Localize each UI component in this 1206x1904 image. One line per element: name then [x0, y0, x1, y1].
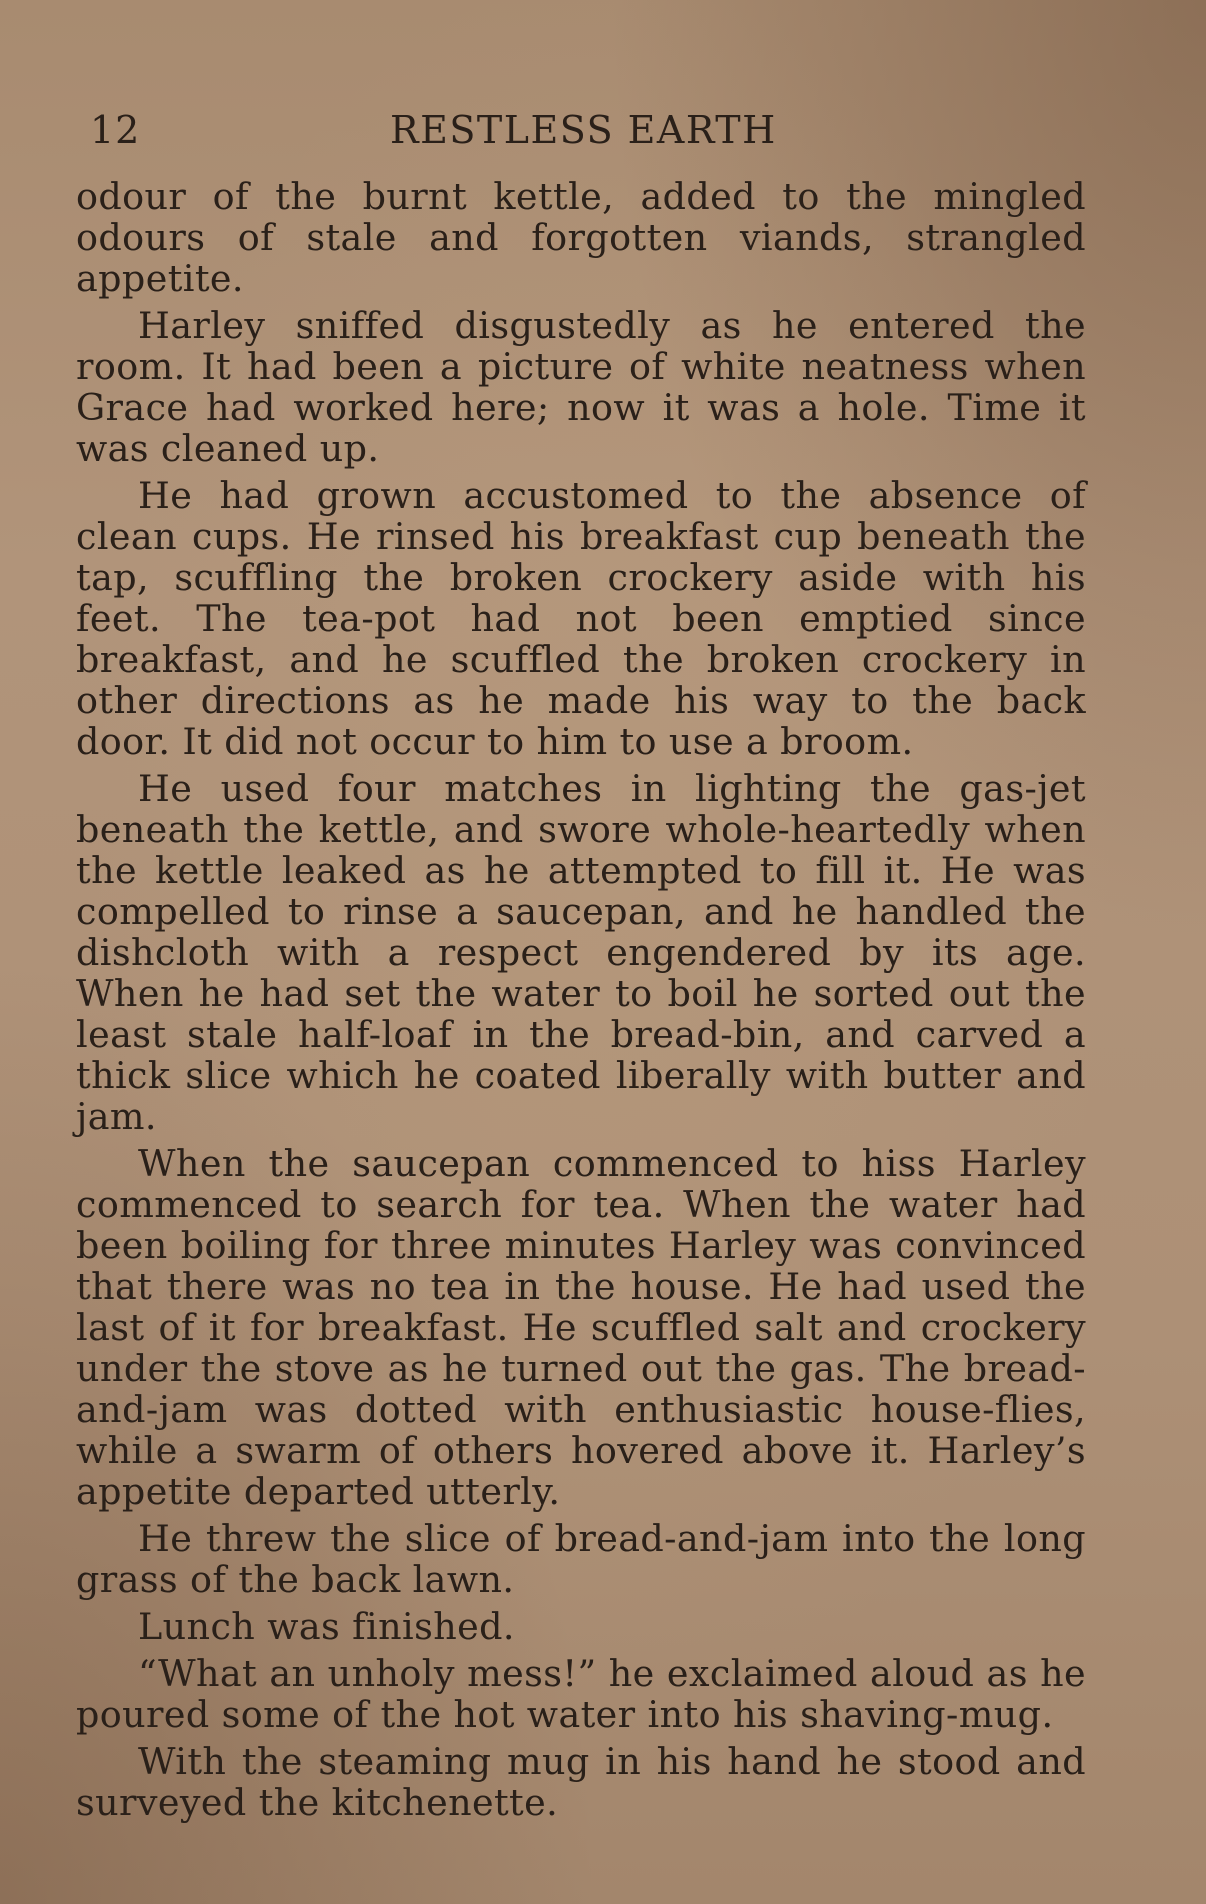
body-text	[76, 176, 1086, 1829]
paragraph: Harley sniffed disgustedly as he entered the room. It had been a picture of white neatness when Grace had worked here; now it was a hole. Time it was cleaned up.	[76, 304, 1086, 470]
paragraph: He had grown accustomed to the absence of clean cups. He rinsed his breakfast cup beneath the tap, scuffling the broken crockery aside with his feet. The tea-pot had not been emptied since breakfast, and he scuffled the broken crockery in other directions as he made his way to the back door. It did not occur to him to use a broom.	[76, 474, 1086, 763]
running-title: RESTLESS EARTH	[390, 108, 777, 152]
paragraph: Lunch was finished.	[138, 1605, 515, 1648]
paragraph: “What an unholy mess!” he exclaimed aloud as he poured some of the hot water into his shaving-mug.	[76, 1652, 1086, 1736]
paragraph: He threw the slice of bread-and-jam into the long grass of the back lawn.	[76, 1517, 1086, 1601]
page-header	[90, 100, 1090, 160]
page-number: 12	[90, 108, 141, 152]
paragraph-continued: odour of the burnt kettle, added to the mingled odours of stale and forgotten viands, strangled appetite.	[76, 175, 1086, 300]
paragraph: With the steaming mug in his hand he stood and surveyed the kitchenette.	[76, 1740, 1086, 1824]
paragraph: He used four matches in lighting the gas-jet beneath the kettle, and swore whole-heartedly when the kettle leaked as he attempted to fill it. He was compelled to rinse a saucepan, and he handled the dishcloth with a respect engendered by its age. When he had set the water to boil he sorted out the least stale half-loaf in the bread-bin, and carved a thick slice which he coated liberally with butter and jam.	[76, 767, 1086, 1138]
paragraph: When the saucepan commenced to hiss Harley commenced to search for tea. When the water had been boiling for three minutes Harley was convinced that there was no tea in the house. He had used the last of it for breakfast. He scuffled salt and crockery under the stove as he turned out the gas. The bread-and-jam was dotted with enthusiastic house-flies, while a swarm of others hovered above it. Harley’s appetite departed utterly.	[76, 1142, 1086, 1513]
